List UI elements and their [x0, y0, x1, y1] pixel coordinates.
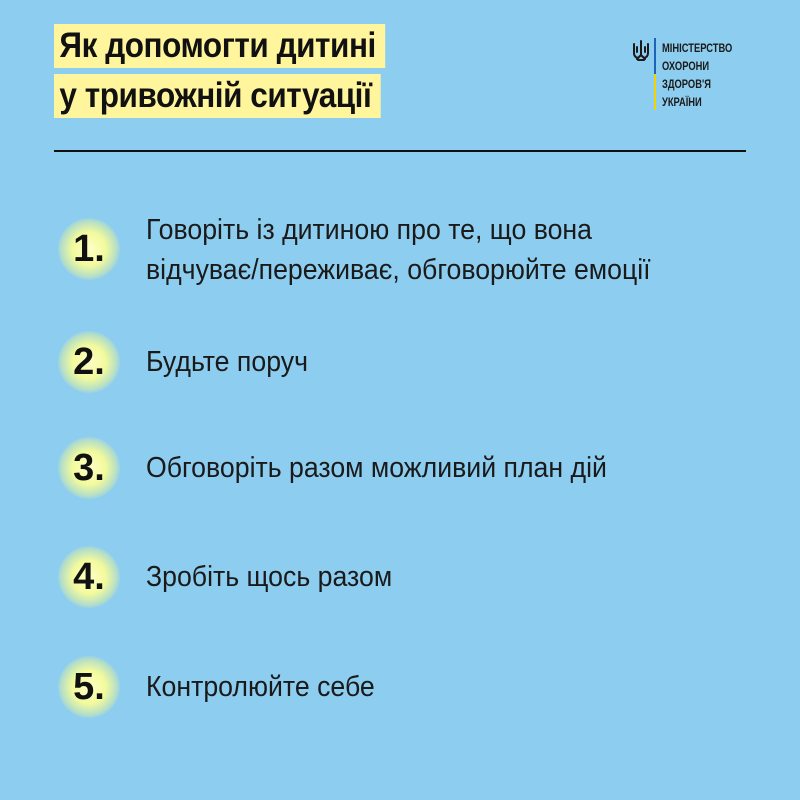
logo-divider: [654, 38, 656, 110]
item-text-line: Говоріть із дитиною про те, що вона: [146, 214, 592, 246]
item-text-line: відчуває/переживає, обговорюйте емоції: [146, 254, 651, 286]
item-text: Контролюйте себе: [146, 671, 375, 703]
item-text: Зробіть щось разом: [146, 561, 393, 593]
item-text: Обговоріть разом можливий план дій: [146, 452, 607, 484]
ministry-name-line: УКРАЇНИ: [662, 95, 702, 109]
ministry-name: [662, 39, 732, 111]
trident-icon: [632, 40, 650, 62]
item-number: 1.: [58, 218, 120, 280]
ministry-name-line: ОХОРОНИ: [662, 59, 710, 73]
item-number: 4.: [58, 546, 120, 608]
item-number: 5.: [58, 656, 120, 718]
ministry-name-line: МІНІСТЕРСТВО: [662, 41, 733, 55]
title-divider: [54, 150, 746, 152]
item-number: 3.: [58, 437, 120, 499]
ministry-logo: [632, 38, 762, 112]
item-text: [146, 210, 651, 290]
item-number: 2.: [58, 331, 120, 393]
page-title: [54, 24, 422, 118]
ministry-name-line: ЗДОРОВ'Я: [662, 77, 711, 91]
title-line-1: Як допомогти дитині: [54, 24, 385, 68]
item-text: Будьте поруч: [146, 346, 309, 378]
title-line-2: у тривожній ситуації: [54, 74, 380, 118]
